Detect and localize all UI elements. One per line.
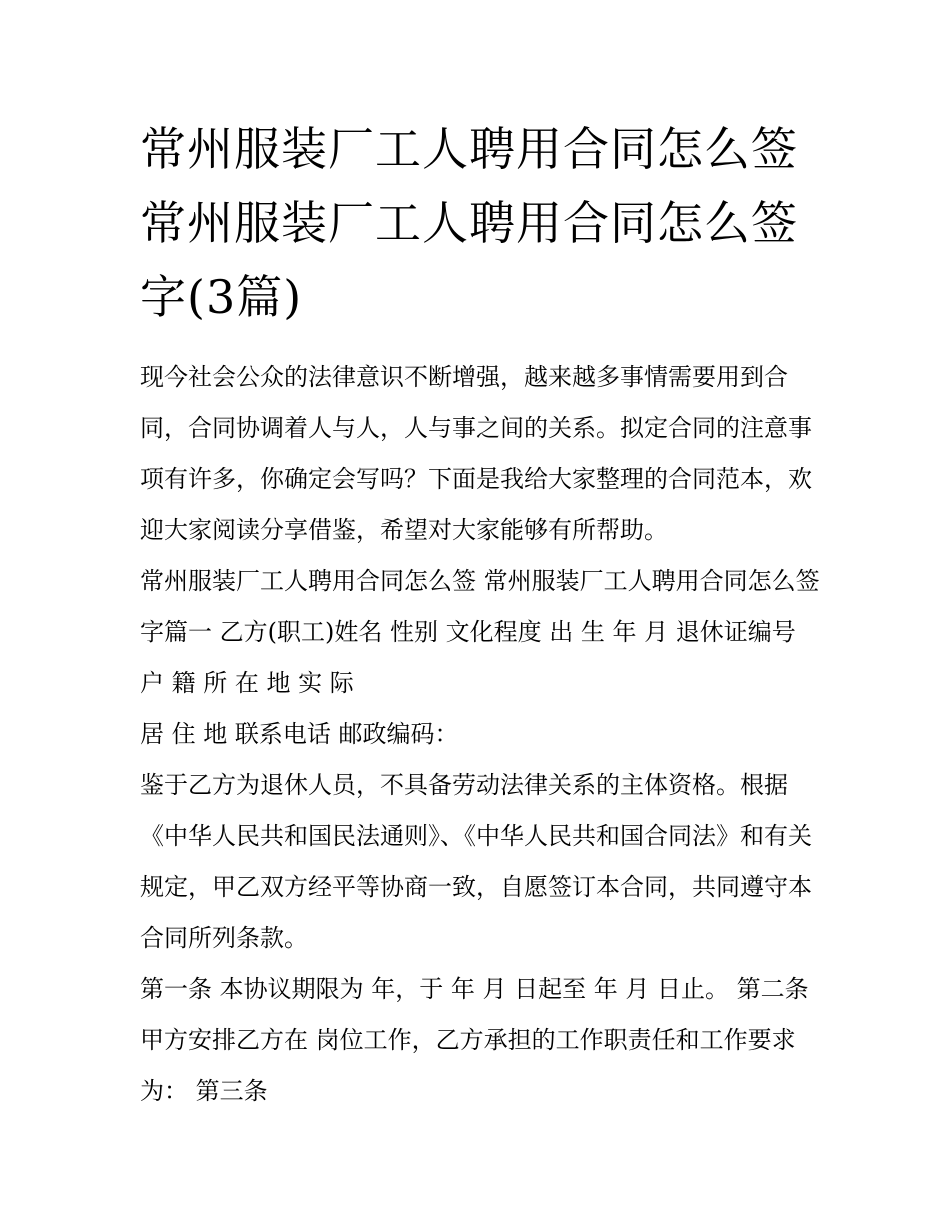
document-body [140,352,820,1117]
paragraph-intro: 现今社会公众的法律意识不断增强，越来越多事情需要用到合同，合同协调着人与人，人与事之间的关系。拟定合同的注意事项有许多，你确定会写吗？下面是我给大家整理的合同范本，欢迎大家阅读分享借鉴，希望对大家能够有所帮助。 [140,363,812,544]
paragraph-residence: 居 住 地 联系电话 邮政编码： [140,720,459,748]
paragraph-legal-basis: 鉴于乙方为退休人员，不具备劳动法律关系的主体资格。根据《中华人民共和国民法通则》、《中华人民共和国合同法》和有关规定，甲乙双方经平等协商一致，自愿签订本合同，共同遵守本合同所列条款。 [140,771,812,952]
paragraph-articles: 第一条 本协议期限为 年，于 年 月 日起至 年 月 日止。 第二条 甲方安排乙方在 岗位工作，乙方承担的工作职责任和工作要求为： 第三条 [140,975,809,1105]
document-title: 常州服装厂工人聘用合同怎么签 常州服装厂工人聘用合同怎么签字(3篇) [140,122,798,324]
paragraph-contract-heading: 常州服装厂工人聘用合同怎么签 常州服装厂工人聘用合同怎么签字篇一 乙方(职工)姓名 性别 文化程度 出 生 年 月 退休证编号 户 籍 所 在 地 实 际 [140,567,820,697]
